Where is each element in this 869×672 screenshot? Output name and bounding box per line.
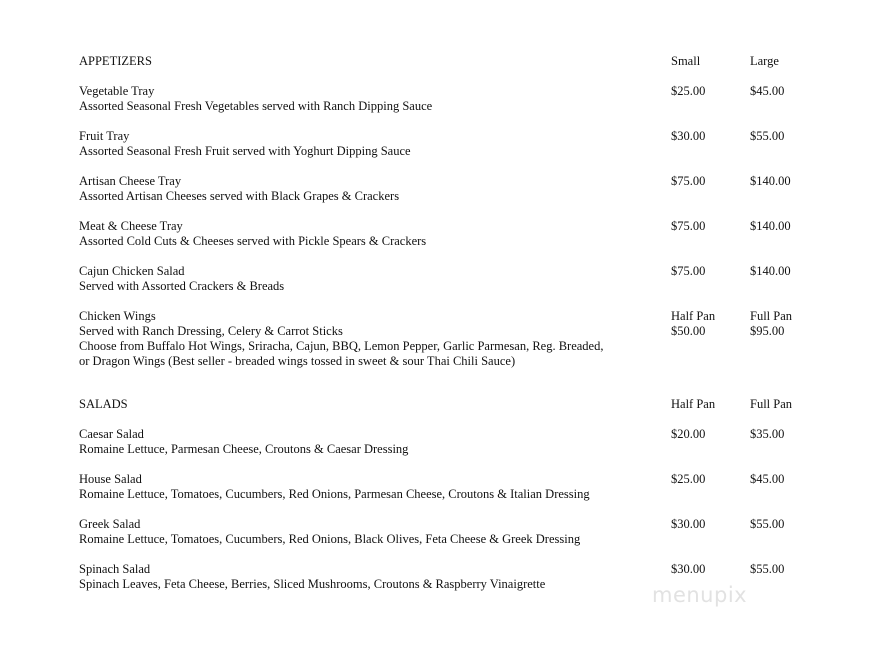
item-description: Assorted Artisan Cheeses served with Black Grapes & Crackers bbox=[79, 189, 400, 203]
price-large: $140.00 bbox=[750, 219, 791, 233]
item-description: Served with Assorted Crackers & Breads bbox=[79, 279, 285, 293]
size-header-large: Large bbox=[750, 54, 779, 68]
size-header-small: Small bbox=[671, 54, 701, 68]
size-label-half-pan: Half Pan bbox=[671, 309, 716, 323]
price-half-pan: $20.00 bbox=[671, 427, 706, 441]
price-full-pan: $45.00 bbox=[750, 472, 785, 486]
item-description: Assorted Seasonal Fresh Fruit served with Yoghurt Dipping Sauce bbox=[79, 144, 411, 158]
price-half-pan: $50.00 bbox=[671, 324, 706, 338]
menupix-watermark: menupix bbox=[652, 583, 748, 607]
price-full-pan: $95.00 bbox=[750, 324, 785, 338]
item-name: House Salad bbox=[79, 472, 142, 486]
menu-item-vegetable-tray bbox=[79, 84, 839, 114]
size-header-half-pan: Half Pan bbox=[671, 397, 716, 411]
price-half-pan: $30.00 bbox=[671, 562, 706, 576]
price-large: $140.00 bbox=[750, 174, 791, 188]
size-header-full-pan: Full Pan bbox=[750, 397, 793, 411]
price-small: $75.00 bbox=[671, 219, 706, 233]
size-label-full-pan: Full Pan bbox=[750, 309, 793, 323]
item-description: Romaine Lettuce, Tomatoes, Cucumbers, Red Onions, Parmesan Cheese, Croutons & Italian Dressing bbox=[79, 487, 590, 501]
price-full-pan: $55.00 bbox=[750, 517, 785, 531]
section-appetizers bbox=[79, 54, 839, 369]
item-description: Choose from Buffalo Hot Wings, Sriracha, Cajun, BBQ, Lemon Pepper, Garlic Parmesan, Reg. Breaded, bbox=[79, 339, 604, 353]
price-full-pan: $35.00 bbox=[750, 427, 785, 441]
menu-item-greek-salad bbox=[79, 517, 839, 547]
item-name: Cajun Chicken Salad bbox=[79, 264, 185, 278]
menu-item-fruit-tray bbox=[79, 129, 839, 159]
item-description: Romaine Lettuce, Parmesan Cheese, Croutons & Caesar Dressing bbox=[79, 442, 409, 456]
section-salads bbox=[79, 397, 839, 592]
section-header bbox=[79, 54, 839, 69]
item-description: Served with Ranch Dressing, Celery & Carrot Sticks bbox=[79, 324, 343, 338]
menu-item-meat-cheese-tray bbox=[79, 219, 839, 249]
item-description: Assorted Cold Cuts & Cheeses served with Pickle Spears & Crackers bbox=[79, 234, 427, 248]
price-full-pan: $55.00 bbox=[750, 562, 785, 576]
item-name: Greek Salad bbox=[79, 517, 141, 531]
price-half-pan: $30.00 bbox=[671, 517, 706, 531]
section-title: SALADS bbox=[79, 397, 128, 411]
menu-item-house-salad bbox=[79, 472, 839, 502]
item-description: or Dragon Wings (Best seller - breaded wings tossed in sweet & sour Thai Chili Sauce) bbox=[79, 354, 516, 368]
price-half-pan: $25.00 bbox=[671, 472, 706, 486]
price-large: $55.00 bbox=[750, 129, 785, 143]
item-name: Caesar Salad bbox=[79, 427, 144, 441]
item-description: Assorted Seasonal Fresh Vegetables served with Ranch Dipping Sauce bbox=[79, 99, 433, 113]
menu-document bbox=[79, 54, 839, 620]
menu-item-cajun-chicken-salad bbox=[79, 264, 839, 294]
item-description: Spinach Leaves, Feta Cheese, Berries, Sliced Mushrooms, Croutons & Raspberry Vinaigrette bbox=[79, 577, 546, 591]
item-name: Chicken Wings bbox=[79, 309, 156, 323]
item-name: Fruit Tray bbox=[79, 129, 130, 143]
item-name: Vegetable Tray bbox=[79, 84, 155, 98]
menu-item-chicken-wings bbox=[79, 309, 839, 369]
item-name: Meat & Cheese Tray bbox=[79, 219, 183, 233]
item-description: Romaine Lettuce, Tomatoes, Cucumbers, Red Onions, Black Olives, Feta Cheese & Greek Dressing bbox=[79, 532, 581, 546]
item-name: Spinach Salad bbox=[79, 562, 151, 576]
price-small: $75.00 bbox=[671, 264, 706, 278]
menu-item-caesar-salad bbox=[79, 427, 839, 457]
price-small: $75.00 bbox=[671, 174, 706, 188]
section-title: APPETIZERS bbox=[79, 54, 152, 68]
price-small: $30.00 bbox=[671, 129, 706, 143]
section-header bbox=[79, 397, 839, 412]
price-large: $140.00 bbox=[750, 264, 791, 278]
item-name: Artisan Cheese Tray bbox=[79, 174, 182, 188]
price-small: $25.00 bbox=[671, 84, 706, 98]
menu-item-artisan-cheese-tray bbox=[79, 174, 839, 204]
price-large: $45.00 bbox=[750, 84, 785, 98]
